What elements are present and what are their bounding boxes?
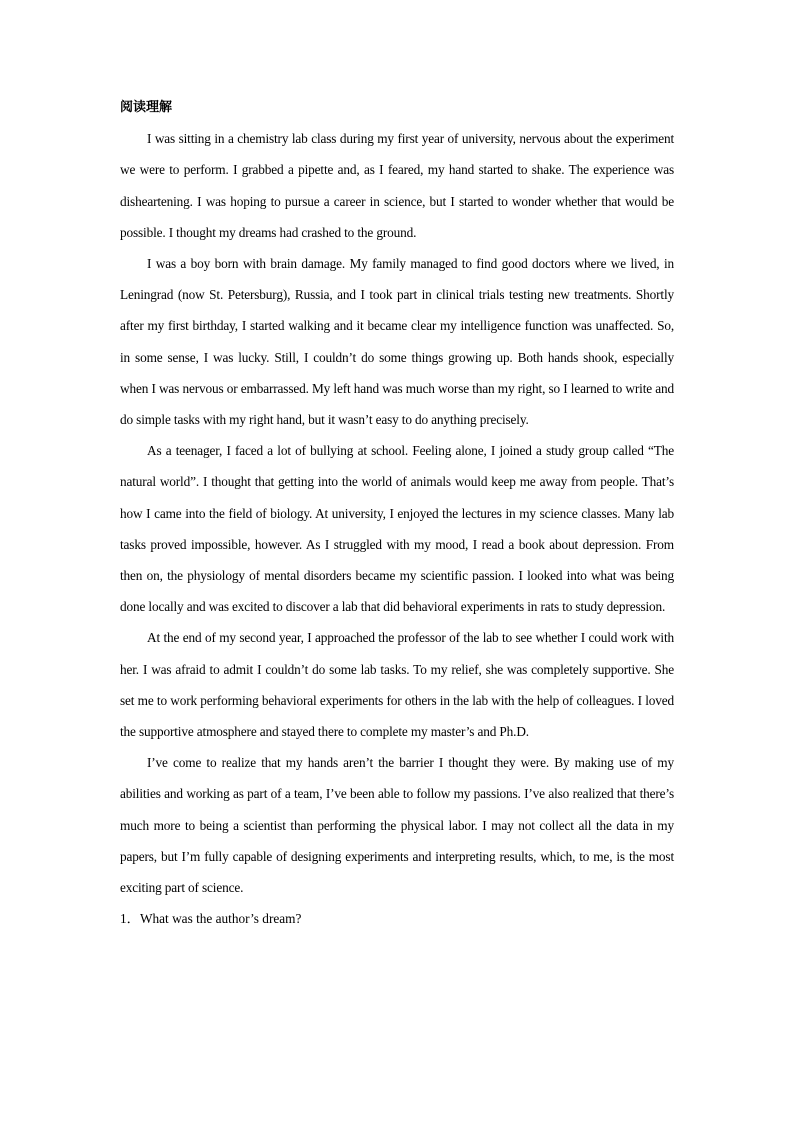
question-1: 1．What was the author’s dream? [120, 911, 302, 927]
paragraph-1: I was sitting in a chemistry lab class during my first year of university, nervous about the experiment we were to perform. I grabbed a pipette and, as I feared, my hand started to shake. The experience was disheartening. I was hoping to pursue a career in science, but I started to wonder whether that would be possible. I thought my dreams had crashed to the ground. [120, 131, 674, 240]
paragraph-4: At the end of my second year, I approached the professor of the lab to see whether I could work with her. I was afraid to admit I couldn’t do some lab tasks. To my relief, she was completely supportive. She set me to work performing behavioral experiments for others in the lab with the help of colleagues. I loved the supportive atmosphere and stayed there to complete my master’s and Ph.D. [120, 630, 674, 740]
document-body [120, 92, 674, 934]
paragraph-5: I’ve come to realize that my hands aren’t the barrier I thought they were. By making use of my abilities and working as part of a team, I’ve been able to follow my passions. I’ve also realized that there’s much more to being a scientist than performing the physical labor. I may not collect all the data in my papers, but I’m fully capable of designing experiments and interpreting results, which, to me, is the most exciting part of science. [120, 755, 674, 896]
paragraph-3: As a teenager, I faced a lot of bullying at school. Feeling alone, I joined a study group called “The natural world”. I thought that getting into the world of animals would keep me away from people. That’s how I came into the field of biology. At university, I enjoyed the lectures in my science classes. Many lab tasks proved impossible, however. As I struggled with my mood, I read a book about depression. From then on, the physiology of mental disorders became my scientific passion. I looked into what was being done locally and was excited to discover a lab that did behavioral experiments in rats to study depression. [120, 443, 674, 615]
section-heading: 阅读理解 [120, 100, 173, 115]
paragraph-2: I was a boy born with brain damage. My family managed to find good doctors where we lived, in Leningrad (now St. Petersburg), Russia, and I took part in clinical trials testing new treatments. Shortly after my first birthday, I started walking and it became clear my intelligence function was unaffected. So, in some sense, I was lucky. Still, I couldn’t do some things growing up. Both hands shook, especially when I was nervous or embarrassed. My left hand was much worse than my right, so I learned to write and do simple tasks with my right hand, but it wasn’t easy to do anything precisely. [120, 256, 674, 428]
